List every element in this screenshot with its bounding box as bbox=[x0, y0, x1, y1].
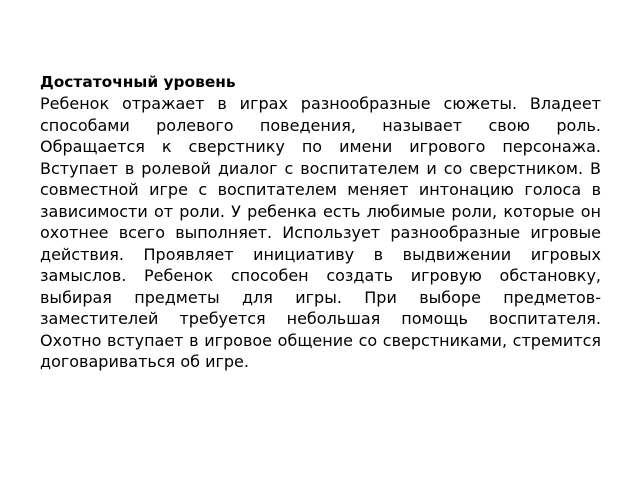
slide-content bbox=[40, 72, 601, 373]
section-heading: Достаточный уровень bbox=[40, 73, 236, 91]
section-body-text: Ребенок отражает в играх разнообразные сюжеты. Владеет способами ролевого поведения, называет свою роль. Обращается к сверстнику по имени игрового персонажа. Вступает в ролевой диалог с воспитателем и со сверстником. В совместной игре с воспитателем меняет интонацию голоса в зависимости от роли. У ребенка есть любимые роли, которые он охотнее всего выполняет. Использует разнообразные игровые действия. Проявляет инициативу в выдвижении игровых замыслов. Ребенок способен создать игровую обстановку, выбирая предметы для игры. При выборе предметов-заместителей требуется небольшая помощь воспитателя. Охотно вступает в игровое общение со сверстниками, стремится договариваться об игре. bbox=[40, 94, 601, 371]
